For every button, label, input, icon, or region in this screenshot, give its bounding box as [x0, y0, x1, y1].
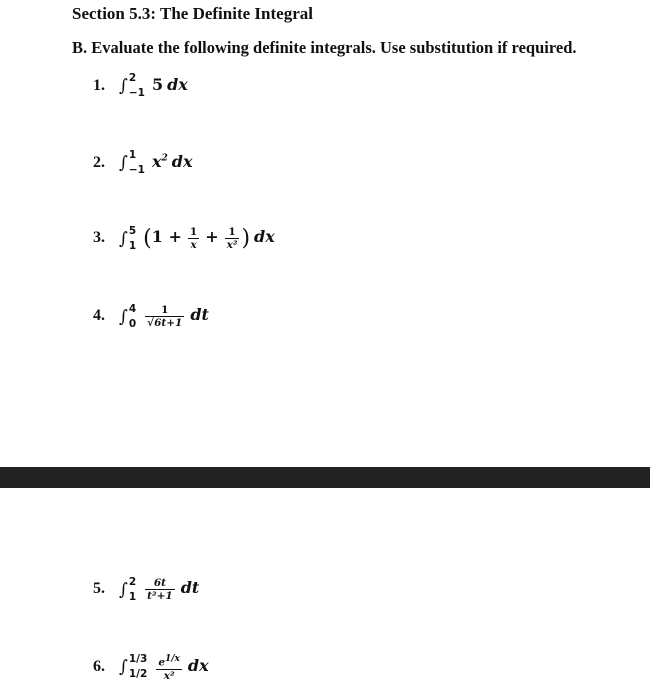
- integral-limits: [128, 575, 137, 603]
- problem-number: 2.: [93, 154, 105, 171]
- integral-sign: ∫: [119, 228, 128, 249]
- integrand-base: x: [151, 152, 162, 171]
- fraction: [145, 304, 184, 329]
- upper-limit: 5: [128, 224, 137, 237]
- upper-limit: 2: [128, 72, 137, 85]
- integral-limits: [128, 653, 148, 681]
- integral-sign: ∫: [119, 306, 128, 327]
- problem-number: 5.: [93, 580, 105, 598]
- integral-limits: [128, 72, 145, 100]
- lower-limit: 1/2: [128, 668, 148, 681]
- plus-sign: +: [205, 227, 219, 247]
- problem-number: 1.: [93, 77, 105, 94]
- integrand: 5: [151, 75, 164, 94]
- fraction-numerator: 1: [189, 226, 198, 238]
- upper-limit: 4: [128, 302, 137, 315]
- fraction-2: [225, 226, 240, 251]
- fraction-numerator: 6t: [145, 577, 175, 590]
- integral-limits: [128, 302, 137, 330]
- fraction-denominator: x²: [226, 239, 238, 251]
- upper-limit: 2: [128, 575, 137, 588]
- right-paren: ): [241, 226, 251, 251]
- lower-limit: 0: [128, 317, 137, 330]
- fraction-numerator: 1: [145, 304, 184, 317]
- problem-1: [93, 72, 188, 100]
- fraction: [156, 653, 182, 682]
- fraction-numerator: [156, 653, 182, 670]
- differential: dx: [254, 227, 275, 247]
- problem-number: 6.: [93, 657, 105, 675]
- integral-limits: [128, 224, 137, 252]
- integrand-power: 2: [161, 153, 168, 164]
- lower-limit: −1: [128, 87, 145, 100]
- upper-limit: 1/3: [128, 653, 148, 666]
- differential: dt: [190, 305, 209, 325]
- integrand-lead: 1 +: [151, 227, 182, 247]
- integrand: [152, 152, 168, 171]
- lower-limit: 1: [128, 239, 137, 252]
- instructions: B. Evaluate the following definite integrals. Use substitution if required.: [72, 38, 577, 57]
- upper-limit: 1: [128, 149, 137, 162]
- fraction-denominator: x²: [163, 669, 175, 682]
- integral-sign: ∫: [119, 153, 128, 174]
- integral-limits: [128, 149, 145, 177]
- lower-limit: 1: [128, 590, 137, 603]
- fraction-denominator: x: [190, 239, 197, 251]
- fraction-denominator: t²+1: [147, 590, 173, 602]
- integral-sign: ∫: [119, 76, 128, 97]
- integral-sign: ∫: [119, 657, 128, 678]
- problem-6: [93, 653, 209, 682]
- exp-base: e: [158, 656, 165, 669]
- problem-3: [93, 226, 275, 251]
- differential: dt: [180, 578, 200, 598]
- integral-sign: ∫: [119, 579, 128, 600]
- fraction-numerator: 1: [225, 226, 240, 239]
- problem-5: [93, 577, 199, 602]
- fraction-denominator: √6t+1: [147, 317, 183, 329]
- differential: dx: [167, 75, 188, 94]
- fraction-1: [188, 226, 199, 251]
- problem-2: [93, 149, 193, 177]
- section-title: Section 5.3: The Definite Integral: [72, 4, 313, 23]
- problem-number: 3.: [93, 229, 105, 247]
- problem-4: [93, 304, 209, 329]
- left-paren: (: [143, 226, 152, 251]
- differential: dx: [171, 152, 193, 171]
- differential: dx: [187, 655, 209, 675]
- lower-limit: −1: [128, 164, 145, 177]
- page-divider-bar: [0, 467, 650, 488]
- fraction: [145, 577, 175, 602]
- exp-power: 1/x: [165, 654, 180, 664]
- problem-number: 4.: [93, 307, 105, 325]
